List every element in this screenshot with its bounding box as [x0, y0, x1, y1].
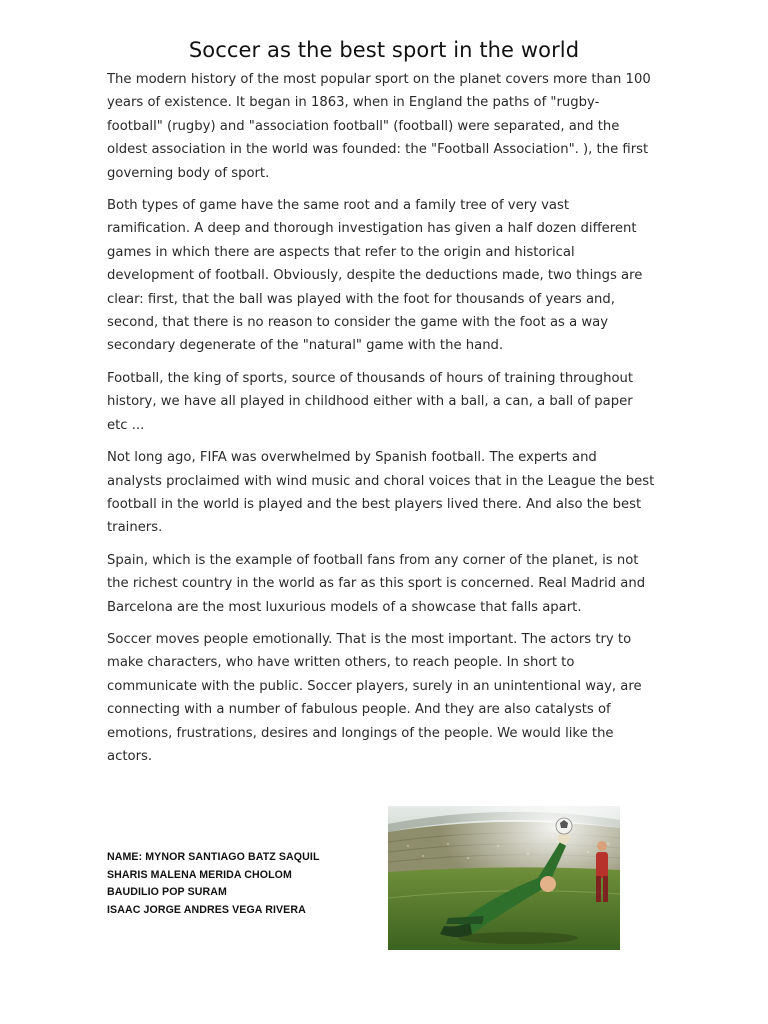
paragraph-6: Soccer moves people emotionally. That is the most important. The actors try to make characters, who have written others, to reach people. In short to communicate with the public. Soccer players, surely in an unintentional way, are connecting with a number of fabulous people. And they are also catalysts of emotions, frustrations, desires and longings of the people. We would like the actors. — [107, 631, 642, 764]
paragraph-3: Football, the king of sports, source of thousands of hours of training throughout history, we have all played in childhood either with a ball, a can, a ball of paper etc ... — [107, 370, 634, 433]
paragraph-5: Spain, which is the example of football fans from any corner of the planet, is not the richest country in the world as far as this sport is concerned. Real Madrid and Barcelona are the most luxurious models of a showcase that falls apart. — [107, 552, 646, 615]
soccer-goalkeeper-photo — [388, 806, 620, 950]
paragraph-1: The modern history of the most popular sport on the planet covers more than 100 years of existence. It began in 1863, when in England the paths of "rugby-football" (rugby) and "association football" (football) were separated, and the oldest association in the world was founded: the "Football Association". ), the first governing body of sport. — [107, 72, 651, 181]
paragraph-4: Not long ago, FIFA was overwhelmed by Spanish football. The experts and analysts proclaimed with wind music and choral voices that in the League the best football in the world is played and the best players lived there. And also the best trainers. — [107, 450, 655, 536]
author-names — [107, 849, 377, 919]
document-title: Soccer as the best sport in the world — [188, 38, 580, 62]
goalkeeper-illustration — [388, 806, 620, 950]
author-name-2: SHARIS MALENA MERIDA CHOLOM — [107, 868, 292, 881]
paragraph-2: Both types of game have the same root and a family tree of very vast ramification. A deep and thorough investigation has given a half dozen different games in which there are aspects that refer to the origin and historical development of football. Obviously, despite the deductions made, two things are clear: first, that the ball was played with the foot for thousands of years and, second, that there is no reason to consider the game with the foot as a way secondary degenerate of the "natural" game with the hand. — [107, 198, 643, 354]
document-body — [107, 68, 655, 777]
author-name-1: NAME: MYNOR SANTIAGO BATZ SAQUIL — [107, 851, 320, 863]
author-name-4: ISAAC JORGE ANDRES VEGA RIVERA — [107, 903, 306, 916]
author-name-3: BAUDILIO POP SURAM — [107, 886, 227, 899]
